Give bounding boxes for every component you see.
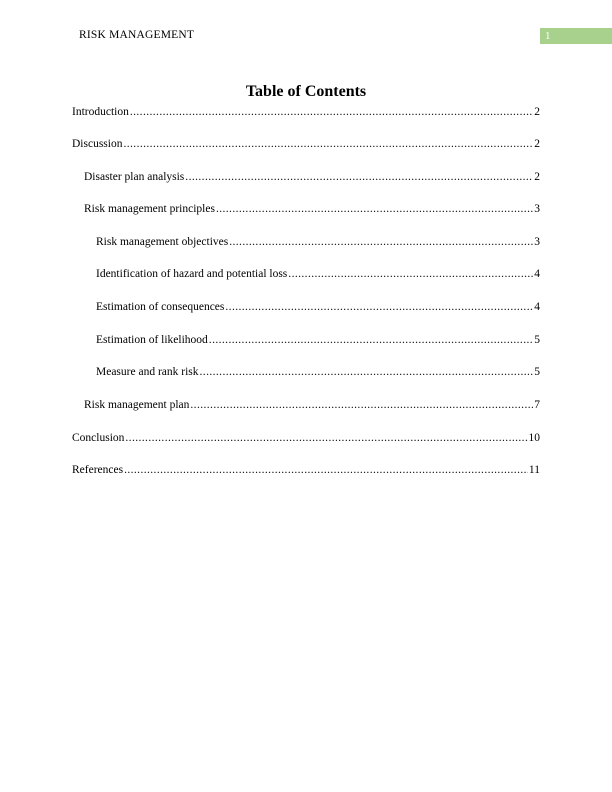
toc-entry-risk-management-objectives[interactable] — [72, 234, 540, 250]
toc-entry-label: Introduction — [72, 106, 129, 118]
toc-entry-page: 2 — [534, 138, 540, 150]
page-header — [0, 27, 612, 45]
toc-entry-conclusion[interactable] — [72, 430, 540, 446]
toc-entry-risk-management-plan[interactable] — [72, 397, 540, 413]
toc-entry-page: 5 — [534, 334, 540, 346]
toc-entry-label: Disaster plan analysis — [84, 171, 185, 183]
running-head: RISK MANAGEMENT — [79, 29, 195, 41]
toc-entry-label: Conclusion — [72, 432, 125, 444]
toc-entry-page: 3 — [534, 203, 540, 215]
toc-entry-estimation-of-likelihood[interactable] — [72, 332, 540, 348]
toc-title: Table of Contents — [245, 83, 367, 100]
toc-entry-page: 7 — [534, 399, 540, 411]
toc-entry-references[interactable] — [72, 462, 540, 478]
toc-dot-leader — [130, 104, 533, 120]
toc-entry-discussion[interactable] — [72, 136, 540, 152]
toc-entry-label: Estimation of consequences — [96, 301, 225, 313]
toc-dot-leader — [124, 462, 528, 478]
toc-dot-leader — [200, 364, 534, 380]
toc-entry-page: 10 — [528, 432, 540, 444]
toc-entry-label: References — [72, 464, 124, 476]
toc-entry-label: Estimation of likelihood — [96, 334, 208, 346]
toc-entry-label: Identification of hazard and potential loss — [96, 268, 288, 280]
toc-dot-leader — [288, 266, 533, 282]
toc-entry-page: 2 — [534, 171, 540, 183]
toc-entry-risk-management-principles[interactable] — [72, 201, 540, 217]
toc-entry-estimation-of-consequences[interactable] — [72, 299, 540, 315]
toc-entry-page: 2 — [534, 106, 540, 118]
toc-dot-leader — [190, 397, 533, 413]
page-number-badge: 1 — [540, 28, 612, 44]
toc-dot-leader — [185, 169, 533, 185]
toc-entry-label: Discussion — [72, 138, 123, 150]
toc-entry-label: Risk management plan — [84, 399, 190, 411]
toc-dot-leader — [209, 332, 533, 348]
toc-entry-disaster-plan-analysis[interactable] — [72, 169, 540, 185]
toc-entry-label: Risk management objectives — [96, 236, 229, 248]
toc-dot-leader — [229, 234, 533, 250]
toc-entry-label: Measure and rank risk — [96, 366, 199, 378]
toc-entry-introduction[interactable] — [72, 104, 540, 120]
toc-entry-identification-of-hazard[interactable] — [72, 266, 540, 282]
toc-dot-leader — [225, 299, 533, 315]
toc-dot-leader — [123, 136, 533, 152]
toc-entry-page: 4 — [534, 268, 540, 280]
toc-entry-page: 5 — [534, 366, 540, 378]
toc-entry-measure-and-rank-risk[interactable] — [72, 364, 540, 380]
toc-entry-page: 3 — [534, 236, 540, 248]
toc-dot-leader — [216, 201, 533, 217]
toc-entry-label: Risk management principles — [84, 203, 215, 215]
toc-entry-page: 4 — [534, 301, 540, 313]
toc-dot-leader — [125, 430, 527, 446]
toc-entry-page: 11 — [528, 464, 540, 476]
